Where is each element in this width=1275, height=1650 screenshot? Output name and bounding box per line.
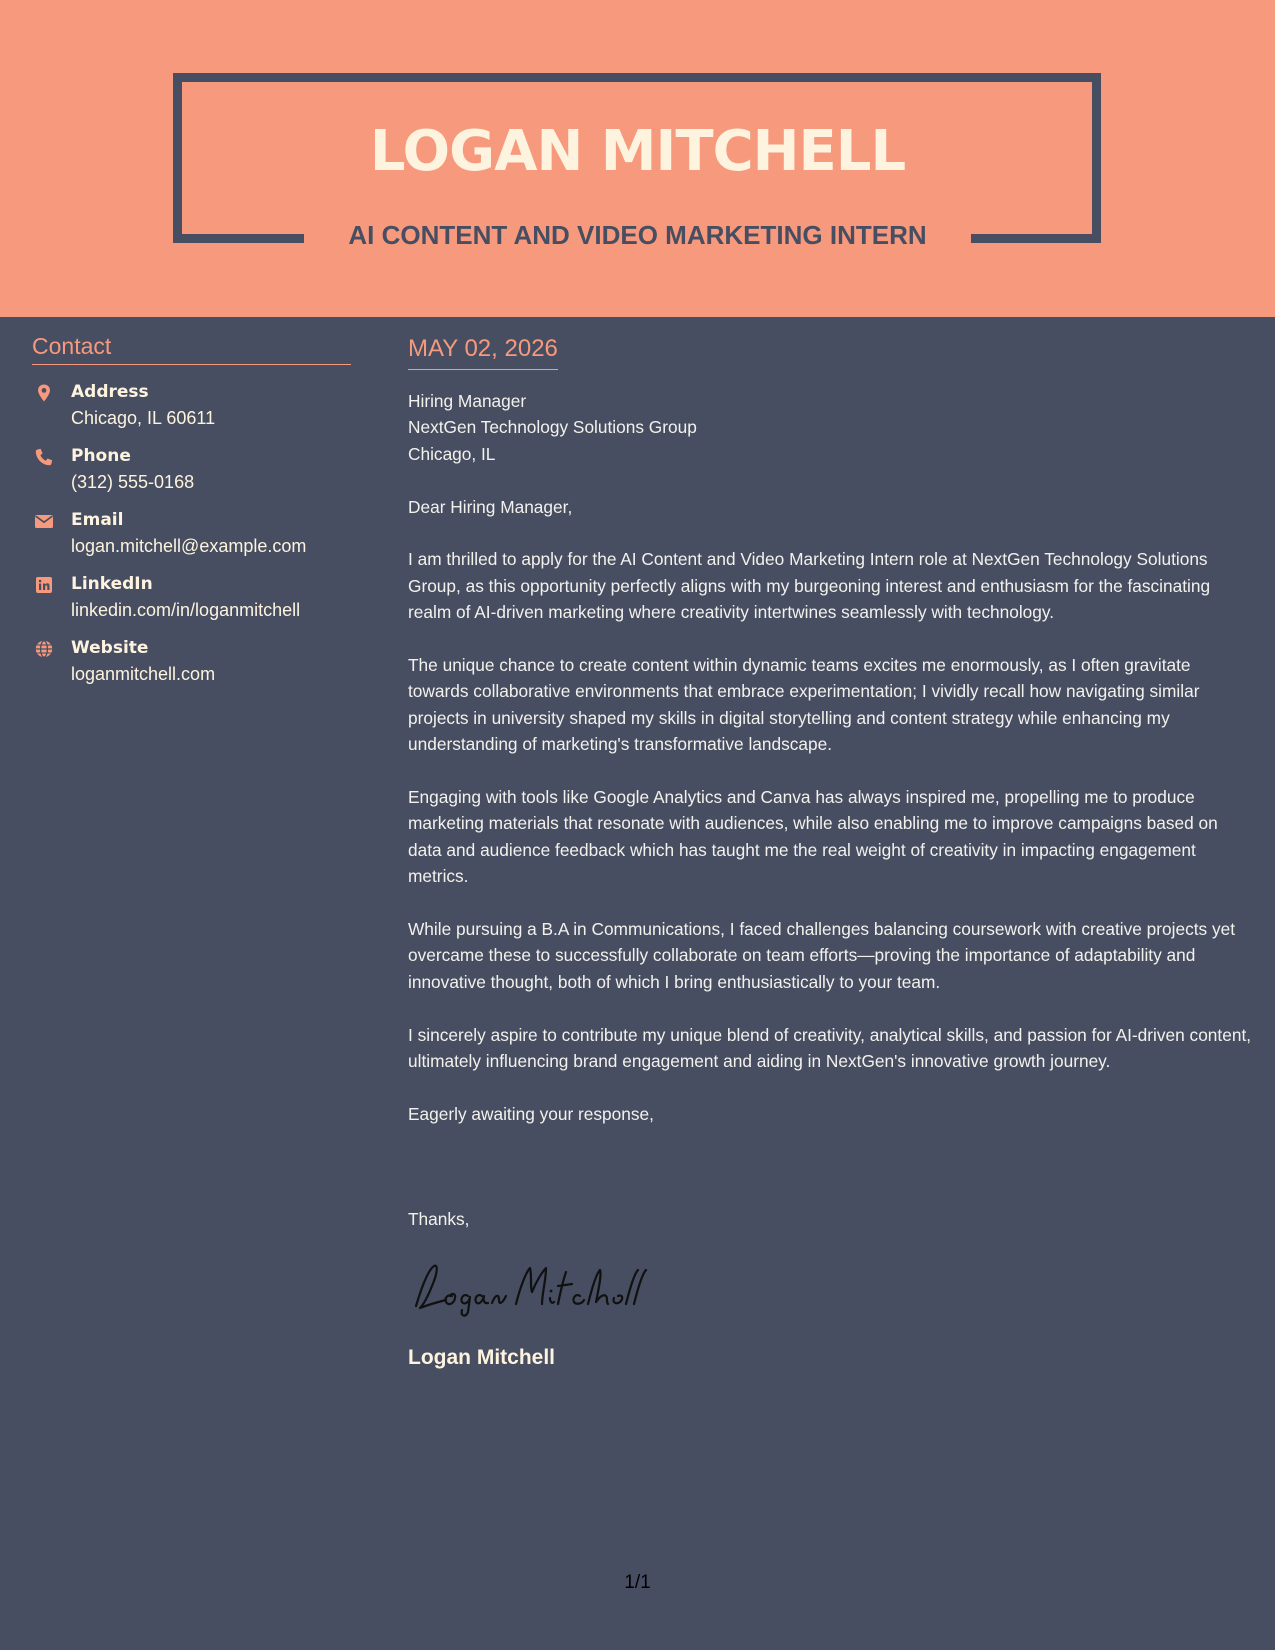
contact-item-email [32, 508, 351, 559]
contact-label: Website [71, 638, 149, 658]
letter-body [408, 332, 1253, 1373]
letter-paragraph: I sincerely aspire to contribute my unique blend of creativity, analytical skills, and passion for AI-driven content, ultimately influencing brand engagement and aiding in NextGen's innovative growth journey. [408, 1024, 1252, 1072]
envelope-icon [34, 511, 54, 531]
closing-line: Eagerly awaiting your response, [408, 1103, 654, 1124]
thanks-line: Thanks, [408, 1208, 470, 1229]
applicant-name: LOGAN MITCHELL [369, 119, 906, 184]
recipient-line: NextGen Technology Solutions Group [408, 417, 697, 438]
contact-heading: Contact [32, 330, 351, 365]
salutation: Dear Hiring Manager, [408, 496, 573, 517]
contact-value: loganmitchell.com [71, 664, 216, 684]
recipient-line: Chicago, IL [408, 443, 496, 464]
contact-value: (312) 555-0168 [71, 472, 195, 492]
contact-item-website [32, 636, 351, 687]
letter-paragraph: Engaging with tools like Google Analytics and Canva has always inspired me, propelling me to produce marketing materials that resonate with audiences, while also enabling me to improve campaigns based on data and audience feedback which has taught me the real weight of creativity in impacting engagement metrics. [408, 787, 1218, 887]
header-banner [0, 0, 1275, 317]
letter-paragraph: While pursuing a B.A in Communications, I faced challenges balancing coursework with creative projects yet overcame these to successfully collaborate on team efforts—proving the importance of adaptability and innovative thought, both of which I bring enthusiastically to your team. [408, 919, 1236, 992]
letter-date: MAY 02, 2026 [408, 332, 558, 370]
contact-sidebar [32, 330, 351, 687]
linkedin-icon [34, 575, 54, 595]
contact-label: Address [71, 382, 149, 402]
contact-label: LinkedIn [71, 574, 153, 594]
contact-value: logan.mitchell@example.com [71, 536, 307, 556]
contact-item-address [32, 380, 351, 431]
map-pin-icon [34, 383, 54, 403]
contact-item-phone [32, 444, 351, 495]
signer-name: Logan Mitchell [408, 1346, 555, 1370]
phone-icon [34, 447, 54, 467]
closing-spacer [408, 1154, 1253, 1206]
page-number: 1/1 [624, 1572, 651, 1593]
contact-value: linkedin.com/in/loganmitchell [71, 600, 301, 620]
recipient-block [408, 388, 1253, 467]
contact-item-linkedin [32, 572, 351, 623]
globe-icon [34, 639, 54, 659]
contact-value: Chicago, IL 60611 [71, 408, 216, 428]
contact-label: Phone [71, 446, 131, 466]
letter-paragraph: The unique chance to create content within dynamic teams excites me enormously, as I often gravitate towards collaborative environments that embrace experimentation; I vividly recall how navigating similar projects in university shaped my skills in digital storytelling and content strategy while enhancing my understanding of marketing's transformative landscape. [408, 655, 1200, 755]
contact-label: Email [71, 510, 124, 530]
letter-paragraph: I am thrilled to apply for the AI Content and Video Marketing Intern role at NextGen Technology Solutions Group, as this opportunity perfectly aligns with my burgeoning interest and enthusiasm for the fascinating realm of AI-driven marketing where creativity intertwines seamlessly with technology. [408, 549, 1211, 623]
signature-image [408, 1258, 648, 1318]
recipient-line: Hiring Manager [408, 391, 527, 411]
job-title: AI CONTENT AND VIDEO MARKETING INTERN [348, 220, 927, 250]
